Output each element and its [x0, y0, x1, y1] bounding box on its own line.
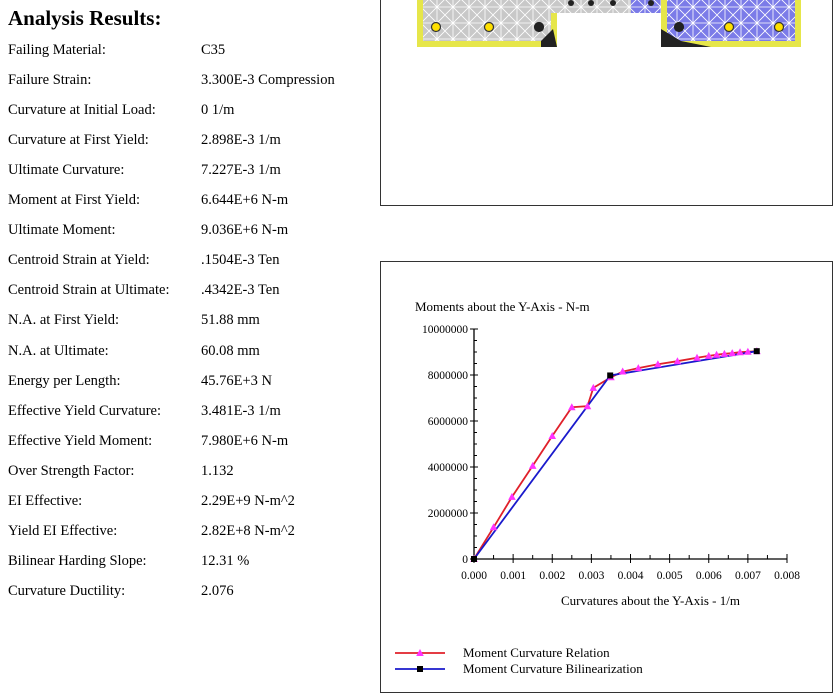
result-label: Effective Yield Moment: — [8, 432, 153, 449]
result-value: 6.644E+6 N-m — [201, 192, 289, 209]
rebar — [648, 0, 654, 6]
results-title: Analysis Results: — [8, 6, 162, 30]
result-row — [8, 493, 373, 513]
result-value: 2.076 — [201, 582, 234, 599]
result-value: 2.898E-3 1/m — [201, 132, 281, 149]
result-row — [8, 553, 373, 573]
result-label: Curvature at Initial Load: — [8, 102, 156, 119]
result-row — [8, 523, 373, 543]
x-tick-label: 0.000 — [461, 570, 487, 582]
x-tick-label: 0.003 — [578, 570, 605, 582]
result-label: EI Effective: — [8, 492, 83, 509]
result-row — [8, 583, 373, 603]
result-label: Centroid Strain at Ultimate: — [8, 282, 170, 299]
result-value: C35 — [201, 42, 226, 58]
x-tick-label: 0.004 — [617, 570, 644, 582]
result-value: 2.82E+8 N-m^2 — [201, 522, 295, 539]
result-value: .4342E-3 Ten — [201, 282, 280, 299]
concrete-left — [423, 0, 551, 41]
cross-section-view — [380, 0, 833, 206]
result-row — [8, 72, 373, 92]
rebar — [610, 0, 616, 6]
result-value: 3.300E-3 Compression — [201, 72, 335, 89]
result-label: Curvature at First Yield: — [8, 132, 149, 149]
result-label: N.A. at First Yield: — [8, 312, 120, 329]
legend-marker-square — [417, 666, 423, 672]
y-tick-label: 8000000 — [427, 370, 468, 382]
result-label: Failure Strain: — [8, 72, 92, 89]
rebar — [535, 23, 544, 32]
result-value: 45.76E+3 N — [201, 372, 273, 389]
result-label: Curvature Ductility: — [8, 582, 126, 599]
result-label: Energy per Length: — [8, 372, 121, 389]
rebar — [675, 23, 684, 32]
series-line-0 — [474, 351, 757, 559]
result-value: 12.31 % — [201, 552, 250, 569]
x-tick-label: 0.002 — [539, 570, 566, 582]
result-value: 7.227E-3 1/m — [201, 162, 281, 179]
rebar — [568, 0, 574, 6]
result-label: Bilinear Harding Slope: — [8, 552, 147, 569]
moment-curvature-chart — [380, 261, 833, 693]
data-point-square — [471, 556, 477, 562]
result-row — [8, 433, 373, 453]
data-point-square — [754, 348, 760, 354]
result-row — [8, 222, 373, 242]
chart-svg — [381, 262, 833, 693]
result-label: Centroid Strain at Yield: — [8, 252, 150, 269]
legend-label: Moment Curvature Bilinearization — [463, 661, 643, 676]
data-point-triangle — [590, 384, 598, 391]
result-value: 0 1/m — [201, 102, 235, 119]
result-row — [8, 162, 373, 182]
result-row — [8, 463, 373, 483]
result-value: 9.036E+6 N-m — [201, 222, 289, 239]
x-tick-label: 0.001 — [500, 570, 527, 582]
result-value: 51.88 mm — [201, 312, 260, 329]
cross-section-drawing — [381, 0, 833, 206]
result-value: 3.481E-3 1/m — [201, 402, 281, 419]
result-value: 7.980E+6 N-m — [201, 432, 289, 449]
x-axis-label: Curvatures about the Y-Axis - 1/m — [561, 593, 740, 608]
result-label: Failing Material: — [8, 42, 106, 58]
result-row — [8, 343, 373, 363]
chart-title: Moments about the Y-Axis - N-m — [415, 299, 590, 314]
result-value: .1504E-3 Ten — [201, 252, 280, 269]
rebar — [432, 23, 441, 32]
rebar — [485, 23, 494, 32]
result-row — [8, 403, 373, 423]
x-tick-label: 0.005 — [656, 570, 683, 582]
result-label: Moment at First Yield: — [8, 192, 140, 209]
x-tick-label: 0.007 — [734, 570, 761, 582]
result-label: Effective Yield Curvature: — [8, 402, 162, 419]
result-row — [8, 102, 373, 122]
result-label: N.A. at Ultimate: — [8, 342, 109, 359]
x-tick-label: 0.006 — [695, 570, 722, 582]
result-row — [8, 312, 373, 332]
legend-label: Moment Curvature Relation — [463, 645, 610, 660]
result-row — [8, 282, 373, 302]
result-row — [8, 192, 373, 212]
result-label: Yield EI Effective: — [8, 522, 118, 539]
result-label: Over Strength Factor: — [8, 462, 135, 479]
result-label: Ultimate Moment: — [8, 222, 116, 239]
result-value: 1.132 — [201, 462, 234, 479]
result-value: 60.08 mm — [201, 342, 260, 359]
data-point-square — [607, 372, 613, 378]
y-tick-label: 0 — [462, 554, 468, 566]
confined-right — [667, 0, 795, 41]
result-value: 2.29E+9 N-m^2 — [201, 492, 295, 509]
y-tick-label: 6000000 — [427, 416, 468, 428]
result-label: Ultimate Curvature: — [8, 162, 125, 179]
x-tick-label: 0.008 — [774, 570, 800, 582]
rebar — [588, 0, 594, 6]
y-tick-label: 2000000 — [427, 508, 468, 520]
result-row — [8, 252, 373, 272]
rebar — [725, 23, 734, 32]
result-row — [8, 132, 373, 152]
confined-web — [631, 0, 661, 13]
result-row — [8, 373, 373, 393]
result-row — [8, 42, 373, 62]
rebar — [775, 23, 784, 32]
y-tick-label: 10000000 — [422, 324, 468, 336]
series-line-1 — [474, 351, 757, 559]
y-tick-label: 4000000 — [427, 462, 468, 474]
